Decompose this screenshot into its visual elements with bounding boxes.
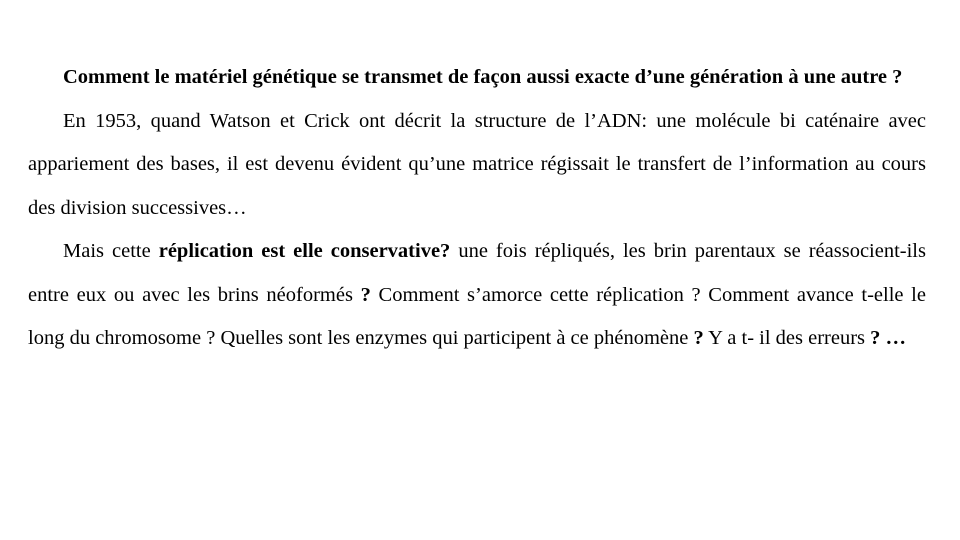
text-segment: Comment s’amorce cette réplication ? Comment avance t-elle le long du chromosome ? Quelles sont les enzymes qui participent à ce phénomène [28,283,926,349]
bold-ending: ? … [870,327,907,349]
bold-segment: réplication est elle conservative? [158,240,451,262]
bold-question-mark: ? [693,327,704,349]
questions-paragraph [28,230,926,361]
slide-content [28,56,926,361]
bold-question-mark: ? [360,283,371,306]
text-segment: Mais cette [63,240,159,262]
text-segment: une fois répliqués, les brin parentaux se réassocient-ils entre eux ou avec les brins néoformés [28,240,926,306]
history-paragraph: En 1953, quand Watson et Crick ont décrit la structure de l’ADN: une molécule bi caténaire avec appariement des bases, il est devenu évident qu’une matrice régissait le transfert de l’information au cours des division successives… [28,109,926,219]
question-paragraph: Comment le matériel génétique se transmet de façon aussi exacte d’une génération à une autre ? [63,66,903,88]
text-segment: Y a t- il des erreurs [703,327,871,349]
